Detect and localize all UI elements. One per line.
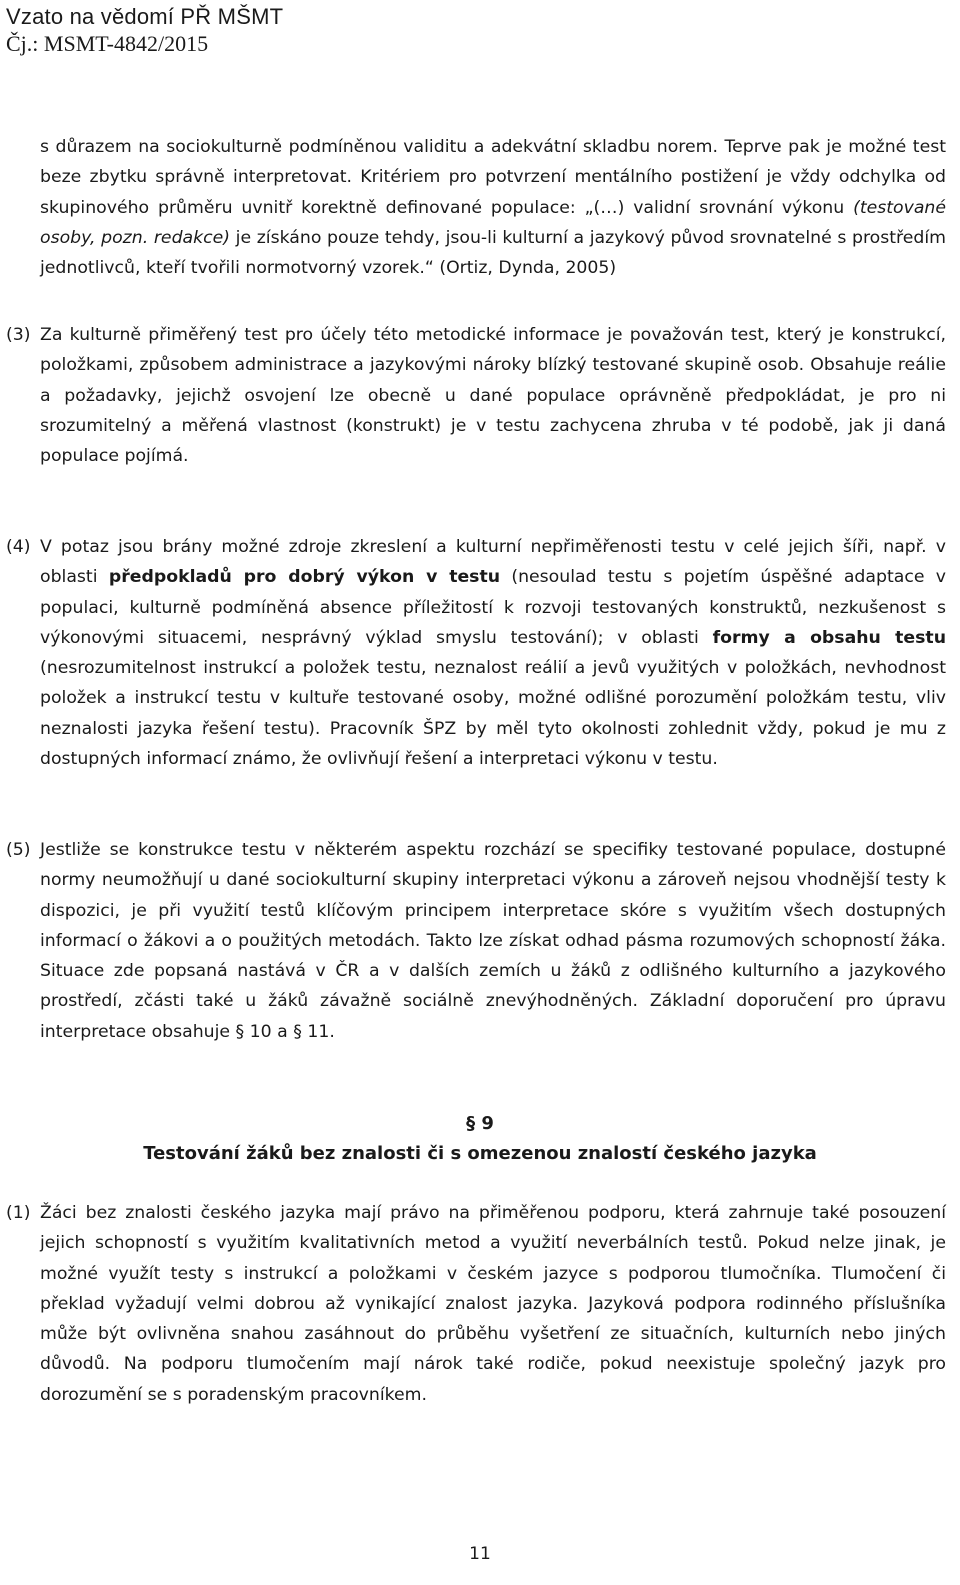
bold-phrase: formy a obsahu testu (712, 627, 946, 648)
paragraph-3 (6, 320, 946, 471)
section9-paragraph-1 (6, 1198, 946, 1410)
paragraph-text: Za kulturně přiměřený test pro účely této metodické informace je považován test, který je konstrukcí, položkami, způsobem administrace a jazykovými nároky blízký testované skupině osob. Obsahuje reálie a požadavky, jejichž osvojení lze obecně u dané populace oprávněně předpokládat, je pro ni srozumitelný a měřená vlastnost (konstrukt) je v testu zachycena zhruba v té podobě, jak ji daná populace pojímá. (40, 325, 946, 467)
intro-italic-note: (testované osoby, pozn. redakce) (40, 197, 946, 248)
document-header (6, 4, 283, 58)
paragraph-number: (1) (6, 1203, 31, 1223)
paragraph-text (40, 532, 946, 774)
paragraph-5 (6, 835, 946, 1047)
text-run: V potaz jsou brány možné zdroje zkreslení a kulturní nepřiměřenosti testu v celé jejich šíři, např. v oblasti (40, 537, 946, 588)
intro-text-1: s důrazem na sociokulturně podmíněnou validitu a adekvátní skladbu norem. Teprve pak je možné test beze zbytku správně interpretovat. Kritériem pro potvrzení mentálního postižení je vždy odchylka od skupinového průměru uvnitř korektně definované populace: „(…) validní srovnání výkonu (40, 137, 946, 218)
paragraph-text: Žáci bez znalosti českého jazyka mají právo na přiměřenou podporu, která zahrnuje také posouzení jejich schopností s využitím kvalitativních metod a využití neverbálních testů. Pokud nelze jinak, je možné využít testy s instrukcí a položkami v českém jazyce s podporou tlumočníka. Tlumočení či překlad vyžadují velmi dobrou až vynikající znalost jazyka. Jazyková podpora rodinného příslušníka může být ovlivněna snahou zasáhnout do průběhu vyšetření ze situačních, kulturních nebo jiných důvodů. Na podporu tlumočením mají nárok také rodiče, pokud neexistuje společný jazyk pro dorozumění se s poradenským pracovníkem. (40, 1203, 946, 1405)
paragraph-4 (6, 532, 946, 774)
approval-note: Vzato na vědomí PŘ MŠMT (6, 4, 284, 29)
bold-phrase: předpokladů pro dobrý výkon v testu (108, 567, 501, 588)
text-run: (nesoulad testu s pojetím úspěšné adaptace v populaci, kulturně podmíněná absence příležitostí k rozvoji testovaných konstruktů, nezkušenost s výkonovými situacemi, nesprávný výklad smyslu testování); v oblasti (40, 567, 946, 648)
page-number: 11 (469, 1544, 491, 1564)
paragraph-number: (3) (6, 325, 31, 345)
text-run: (nesrozumitelnost instrukcí a položek testu, neznalost reálií a jevů využitých v položkách, nevhodnost položek a instrukcí testu v kultuře testované osoby, možné odlišné porozumění položkám testu, vliv neznalosti jazyka řešení testu). Pracovník ŠPZ by měl tyto okolnosti zohlednit vždy, pokud je mu z dostupných informací známo, že ovlivňují řešení a interpretaci výkonu v testu. (40, 658, 946, 770)
intro-paragraph (40, 132, 946, 283)
intro-text-2: je získáno pouze tehdy, jsou-li kulturní a jazykový původ srovnatelné s prostředím jednotlivců, kteří tvořili normotvorný vzorek.“ (Ortiz, Dynda, 2005) (40, 227, 946, 279)
paragraph-number: (5) (6, 840, 31, 860)
paragraph-text: Jestliže se konstrukce testu v některém aspektu rozchází se specifiky testované populace, dostupné normy neumožňují u dané sociokulturní skupiny interpretaci výkonu a zároveň nejsou vhodnější testy k dispozici, je při využití testů klíčovým principem interpretace skóre s využitím všech dostupných informací o žákovi a o použitých metodách. Takto lze získat odhad pásma rozumových schopností žáka. Situace zde popsaná nastává v ČR a v dalších zemích u žáků z odlišného kulturního a jazykového prostředí, zčásti také u žáků závažně sociálně znevýhodněných. Základní doporučení pro úpravu interpretace obsahuje § 10 a § 11. (40, 840, 946, 1042)
paragraph-number: (4) (6, 537, 31, 557)
section-title: Testování žáků bez znalosti či s omezenou znalostí českého jazyka (143, 1143, 817, 1164)
reference-number: Čj.: MSMT-4842/2015 (6, 31, 209, 56)
section-sign: § 9 (466, 1113, 494, 1134)
